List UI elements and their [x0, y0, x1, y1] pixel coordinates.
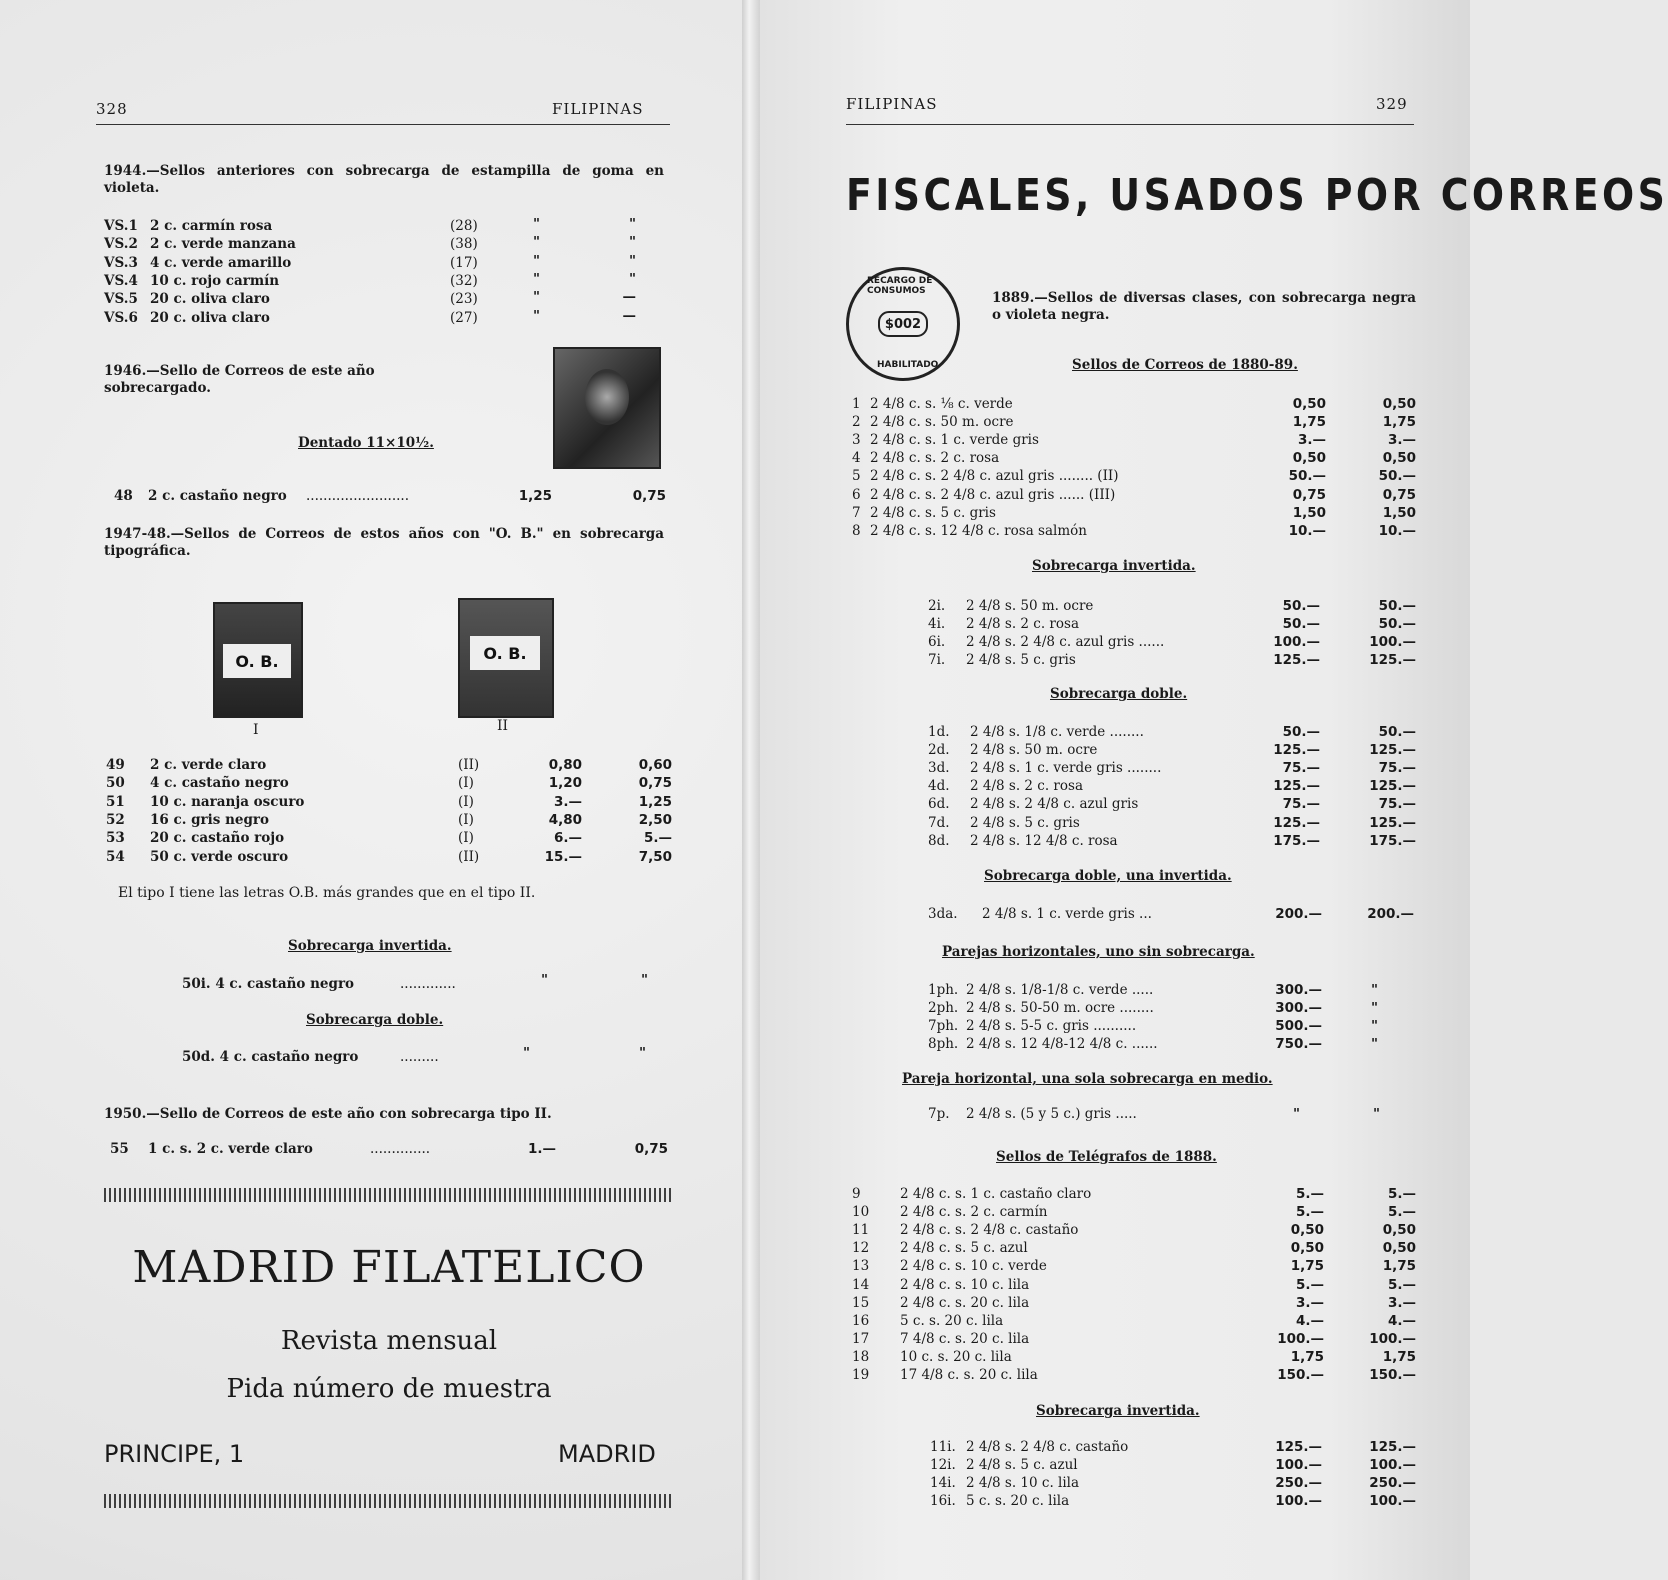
- right-row-number: 12: [852, 1240, 870, 1257]
- right-row-description: 2 4/8 c. s. 5 c. azul: [900, 1240, 1028, 1257]
- right-row-value-new: 100.—: [1275, 1493, 1322, 1510]
- right-row-value-used: 5.—: [1387, 1204, 1416, 1221]
- right-row-value-new: 200.—: [1275, 906, 1322, 922]
- right-row-description: 5 c. s. 20 c. lila: [966, 1493, 1070, 1510]
- right-header-rule: [846, 124, 1414, 125]
- vs-row-number: VS.5: [104, 291, 138, 308]
- vs-row-number: VS.4: [104, 272, 138, 289]
- ob-row-description: 4 c. castaño negro: [150, 775, 289, 792]
- right-row-description: 2 4/8 c. s. 12 4/8 c. rosa salmón: [870, 522, 1087, 539]
- right-row-number: 17: [852, 1330, 870, 1347]
- right-row-value-used: 0,50: [1382, 1222, 1416, 1239]
- ob-row-reference: (I): [458, 811, 474, 828]
- ob-row-value-used: 0,75: [638, 775, 672, 792]
- row-55-number: 55: [110, 1141, 129, 1157]
- vs-row-value-used: —: [622, 307, 636, 324]
- right-row-value-used: ": [1372, 1106, 1380, 1122]
- row-50d-leader: .........: [400, 1049, 439, 1065]
- stamp-portrait: [585, 369, 629, 425]
- section-1889-heading: 1889.—Sellos de diversas clases, con sobrecarga negra o violeta negra.: [992, 290, 1416, 323]
- right-subheading: Sobrecarga doble.: [1050, 686, 1188, 702]
- right-row-number: 14i.: [930, 1475, 956, 1492]
- vs-row-value-used: ": [628, 234, 636, 251]
- ob-row-description: 10 c. naranja oscuro: [150, 793, 305, 810]
- row-48-number: 48: [114, 488, 133, 504]
- ob-row-value-new: 0,80: [548, 757, 582, 773]
- right-row-number: 7: [852, 504, 861, 521]
- right-row-number: 11: [852, 1222, 870, 1239]
- ob-row-value-used: 0,60: [638, 757, 672, 773]
- right-row-value-new: 50.—: [1282, 616, 1320, 633]
- right-row-value-used: 3.—: [1387, 1294, 1416, 1311]
- right-row-value-used: 125.—: [1369, 814, 1416, 831]
- right-row-value-used: 5.—: [1387, 1276, 1416, 1293]
- right-row-description: 2 4/8 s. 12 4/8-12 4/8 c. ......: [966, 1036, 1158, 1053]
- right-row-description: 2 4/8 s. 1 c. verde gris ...: [982, 906, 1152, 922]
- right-row-number: 2d.: [928, 742, 950, 759]
- right-row-value-used: 125.—: [1369, 778, 1416, 795]
- ad-line-1: Revista mensual: [280, 1326, 498, 1356]
- right-row-value-new: 75.—: [1282, 796, 1320, 813]
- right-row-value-new: 125.—: [1273, 742, 1320, 759]
- right-row-value-used: 10.—: [1378, 522, 1416, 539]
- stamp-image-type-II: [458, 598, 554, 718]
- right-row-value-used: 1,75: [1382, 1258, 1416, 1275]
- right-row-value-new: 0,50: [1292, 396, 1326, 412]
- right-row-number: 2i.: [928, 598, 946, 614]
- right-row-number: 2ph.: [928, 1000, 959, 1017]
- ob-row-reference: (I): [458, 775, 474, 792]
- greek-border-bottom: [104, 1494, 674, 1508]
- stamp-ob-overprint-I: O. B.: [223, 644, 291, 678]
- right-row-value-new: 0,50: [1290, 1240, 1324, 1257]
- vs-row-value-new: ": [532, 216, 540, 232]
- vs-row-reference: (32): [450, 272, 478, 289]
- ob-row-number: 51: [106, 793, 125, 810]
- right-row-description: 2 4/8 s. 2 c. rosa: [970, 778, 1083, 795]
- right-row-number: 5: [852, 468, 861, 485]
- vs-row-description: 2 c. carmín rosa: [150, 218, 273, 234]
- ob-row-number: 53: [106, 830, 125, 847]
- right-row-description: 2 4/8 s. (5 y 5 c.) gris .....: [966, 1106, 1137, 1122]
- right-row-number: 12i.: [930, 1457, 956, 1474]
- right-row-description: 2 4/8 c. s. 1 c. castaño claro: [900, 1186, 1092, 1202]
- right-row-description: 2 4/8 s. 50-50 m. ocre ........: [966, 1000, 1154, 1017]
- vs-row-value-new: ": [532, 289, 540, 306]
- right-row-value-used: 50.—: [1378, 598, 1416, 614]
- right-row-value-new: 125.—: [1273, 652, 1320, 669]
- ob-row-value-new: 3.—: [553, 793, 582, 810]
- right-row-description: 2 4/8 s. 1/8 c. verde ........: [970, 724, 1144, 740]
- right-row-description: 2 4/8 s. 1/8-1/8 c. verde .....: [966, 982, 1154, 998]
- section-1944-heading: 1944.—Sellos anteriores con sobrecarga de estampilla de goma en violeta.: [104, 163, 664, 196]
- ob-row-value-new: 6.—: [553, 830, 582, 847]
- row-50d-value-new: ": [522, 1045, 530, 1061]
- right-row-description: 7 4/8 c. s. 20 c. lila: [900, 1330, 1030, 1347]
- right-row-value-used: 100.—: [1369, 1457, 1416, 1474]
- right-row-value-used: 75.—: [1378, 796, 1416, 813]
- section-1946-heading: 1946.—Sello de Correos de este año sobrecargado.: [104, 363, 375, 396]
- right-row-value-new: 50.—: [1288, 468, 1326, 485]
- right-row-number: 15: [852, 1294, 870, 1311]
- right-row-value-used: 75.—: [1378, 760, 1416, 777]
- right-row-value-used: 5.—: [1387, 1186, 1416, 1202]
- ob-row-number: 49: [106, 757, 125, 773]
- right-row-description: 2 4/8 c. s. 10 c. lila: [900, 1276, 1030, 1293]
- right-row-description: 2 4/8 s. 2 4/8 c. castaño: [966, 1439, 1129, 1455]
- right-row-description: 2 4/8 s. 5 c. gris: [966, 652, 1076, 669]
- right-row-value-new: 100.—: [1273, 634, 1320, 651]
- row-48-value-used: 0,75: [632, 488, 666, 504]
- row-50d-description: 50d. 4 c. castaño negro: [182, 1049, 359, 1065]
- seal-top-text: RECARGO DE CONSUMOS: [867, 276, 933, 296]
- row-50i-leader: .............: [400, 976, 456, 992]
- ob-row-value-used: 7,50: [638, 848, 672, 865]
- right-row-value-new: 1,50: [1292, 504, 1326, 521]
- right-subheading: Pareja horizontal, una sola sobrecarga en medio.: [902, 1071, 1273, 1087]
- ad-address: PRINCIPE, 1: [104, 1440, 245, 1468]
- vs-row-description: 20 c. oliva claro: [150, 291, 270, 308]
- right-row-value-used: 125.—: [1369, 1439, 1416, 1455]
- right-row-number: 16: [852, 1312, 870, 1329]
- row-50i-value-new: ": [540, 972, 548, 988]
- right-row-value-used: 200.—: [1367, 906, 1414, 922]
- right-row-description: 2 4/8 s. 5 c. azul: [966, 1457, 1078, 1474]
- ob-row-description: 20 c. castaño rojo: [150, 830, 285, 847]
- right-row-number: 1: [852, 396, 861, 412]
- right-row-value-new: 0,50: [1292, 450, 1326, 467]
- right-row-value-used: ": [1370, 1018, 1378, 1035]
- right-row-number: 6: [852, 486, 861, 503]
- section-1950-heading: 1950.—Sello de Correos de este año con sobrecarga tipo II.: [104, 1106, 552, 1122]
- row-48-leader: ........................: [306, 488, 409, 504]
- right-row-value-new: 750.—: [1275, 1036, 1322, 1053]
- right-row-number: 6d.: [928, 796, 950, 813]
- right-row-value-used: 100.—: [1369, 1493, 1416, 1510]
- right-row-value-new: 1,75: [1292, 414, 1326, 431]
- type-II-label: II: [497, 718, 509, 734]
- right-row-number: 7p.: [928, 1106, 950, 1122]
- right-row-number: 6i.: [928, 634, 946, 651]
- ob-row-reference: (I): [458, 830, 474, 847]
- right-row-value-new: 50.—: [1282, 724, 1320, 740]
- ob-row-description: 50 c. verde oscuro: [150, 848, 289, 865]
- inverted-subheading: Sobrecarga invertida.: [288, 938, 452, 954]
- greek-border-top: [104, 1188, 674, 1202]
- right-subheading: Sellos de Correos de 1880-89.: [1072, 357, 1298, 373]
- right-row-value-new: 5.—: [1295, 1204, 1324, 1221]
- row-55-leader: ..............: [370, 1141, 431, 1157]
- type-I-label: I: [253, 722, 259, 738]
- right-row-description: 2 4/8 c. s. 2 c. rosa: [870, 450, 1000, 467]
- right-row-number: 4d.: [928, 778, 950, 795]
- right-row-value-used: 0,75: [1382, 486, 1416, 503]
- row-50i-description: 50i. 4 c. castaño negro: [182, 976, 355, 992]
- vs-row-value-used: ": [628, 252, 636, 269]
- right-row-number: 2: [852, 414, 861, 431]
- left-page: [0, 0, 742, 1580]
- right-row-description: 5 c. s. 20 c. lila: [900, 1312, 1004, 1329]
- right-row-value-new: 3.—: [1297, 432, 1326, 449]
- right-row-description: 2 4/8 c. s. 2 c. carmín: [900, 1204, 1048, 1221]
- right-row-value-used: ": [1370, 1036, 1378, 1053]
- row-48-value-new: 1,25: [518, 488, 552, 504]
- vs-row-description: 20 c. oliva claro: [150, 309, 270, 326]
- vs-row-description: 2 c. verde manzana: [150, 236, 296, 253]
- right-row-value-new: 5.—: [1295, 1186, 1324, 1202]
- right-row-number: 10: [852, 1204, 870, 1221]
- right-row-number: 1d.: [928, 724, 950, 740]
- right-row-number: 7i.: [928, 652, 946, 669]
- right-row-number: 8d.: [928, 832, 950, 849]
- right-row-description: 2 4/8 c. s. 5 c. gris: [870, 504, 996, 521]
- right-row-description: 2 4/8 s. 2 4/8 c. azul gris ......: [966, 634, 1165, 651]
- ob-row-reference: (II): [458, 757, 480, 773]
- right-row-value-new: 0,50: [1290, 1222, 1324, 1239]
- right-row-description: 2 4/8 c. s. ⅛ c. verde: [870, 396, 1013, 412]
- right-row-value-used: ": [1370, 982, 1378, 998]
- type-note: El tipo I tiene las letras O.B. más grandes que en el tipo II.: [118, 885, 536, 901]
- vs-row-value-new: ": [532, 234, 540, 251]
- right-row-description: 2 4/8 c. s. 10 c. verde: [900, 1258, 1047, 1275]
- right-row-value-new: 3.—: [1295, 1294, 1324, 1311]
- ob-row-reference: (II): [458, 848, 480, 865]
- ob-row-value-new: 1,20: [548, 775, 582, 792]
- right-row-description: 2 4/8 s. 5 c. gris: [970, 814, 1080, 831]
- ad-line-2: Pida número de muestra: [226, 1374, 552, 1404]
- ob-row-description: 16 c. gris negro: [150, 811, 270, 828]
- right-row-number: 13: [852, 1258, 870, 1275]
- fiscal-title: FISCALES, USADOS POR CORREOS: [846, 170, 1668, 221]
- right-row-value-new: 1,75: [1290, 1348, 1324, 1365]
- ob-row-value-new: 4,80: [548, 811, 582, 828]
- right-row-description: 2 4/8 s. 10 c. lila: [966, 1475, 1080, 1492]
- book-gutter: [742, 0, 760, 1580]
- vs-row-value-used: ": [628, 270, 636, 287]
- right-subheading: Sellos de Telégrafos de 1888.: [996, 1149, 1217, 1165]
- right-row-description: 2 4/8 s. 2 4/8 c. azul gris: [970, 796, 1139, 813]
- right-row-value-new: 100.—: [1275, 1457, 1322, 1474]
- right-row-description: 2 4/8 c. s. 2 4/8 c. azul gris ........ (II): [870, 468, 1119, 485]
- vs-row-number: VS.1: [104, 218, 138, 234]
- vs-row-number: VS.2: [104, 236, 138, 253]
- left-running-head: FILIPINAS: [552, 100, 644, 118]
- right-page-number: 329: [1376, 95, 1408, 113]
- right-row-value-used: 125.—: [1369, 742, 1416, 759]
- right-row-description: 17 4/8 c. s. 20 c. lila: [900, 1367, 1038, 1383]
- right-row-number: 18: [852, 1348, 870, 1365]
- vs-row-reference: (17): [450, 254, 478, 271]
- right-running-head: FILIPINAS: [846, 95, 938, 113]
- right-row-value-new: 250.—: [1275, 1475, 1322, 1492]
- right-row-value-used: 0,50: [1382, 1240, 1416, 1257]
- ob-row-number: 52: [106, 811, 125, 828]
- right-row-value-new: 10.—: [1288, 522, 1326, 539]
- right-row-description: 2 4/8 c. s. 2 4/8 c. castaño: [900, 1222, 1079, 1239]
- right-row-value-new: 125.—: [1273, 778, 1320, 795]
- right-row-number: 7d.: [928, 814, 950, 831]
- right-row-value-used: 175.—: [1369, 832, 1416, 849]
- vs-row-reference: (38): [450, 236, 478, 253]
- vs-row-description: 4 c. verde amarillo: [150, 254, 292, 271]
- vs-row-value-new: ": [532, 252, 540, 269]
- right-row-number: 19: [852, 1367, 870, 1383]
- right-row-value-used: 50.—: [1378, 468, 1416, 485]
- right-row-number: 4: [852, 450, 861, 467]
- right-row-value-used: 50.—: [1378, 616, 1416, 633]
- right-row-number: 3d.: [928, 760, 950, 777]
- right-row-value-used: 100.—: [1369, 634, 1416, 651]
- right-row-value-used: 0,50: [1382, 396, 1416, 412]
- seal-value: $002: [878, 311, 928, 337]
- right-row-value-used: 4.—: [1387, 1312, 1416, 1329]
- right-row-value-used: 1,75: [1382, 414, 1416, 431]
- right-row-value-used: 150.—: [1369, 1367, 1416, 1383]
- right-row-number: 9: [852, 1186, 861, 1202]
- row-55-value-used: 0,75: [634, 1141, 668, 1157]
- right-subheading: Sobrecarga invertida.: [1032, 558, 1196, 574]
- right-row-value-used: 1,50: [1382, 504, 1416, 521]
- right-row-value-new: 0,75: [1292, 486, 1326, 503]
- right-row-description: 2 4/8 c. s. 1 c. verde gris: [870, 432, 1039, 449]
- ob-row-value-used: 1,25: [638, 793, 672, 810]
- right-row-value-used: 1,75: [1382, 1348, 1416, 1365]
- vs-row-description: 10 c. rojo carmín: [150, 272, 280, 289]
- vs-row-reference: (28): [450, 218, 478, 234]
- section-1947-heading: 1947-48.—Sellos de Correos de estos años con "O. B." en sobrecarga tipográfica.: [104, 526, 664, 559]
- right-row-value-new: 5.—: [1295, 1276, 1324, 1293]
- right-row-value-new: 125.—: [1275, 1439, 1322, 1455]
- right-row-number: 4i.: [928, 616, 946, 633]
- right-row-value-new: 75.—: [1282, 760, 1320, 777]
- ad-city: MADRID: [558, 1440, 656, 1468]
- row-50i-value-used: ": [640, 972, 648, 988]
- right-row-value-new: 300.—: [1275, 982, 1322, 998]
- ob-row-number: 54: [106, 848, 125, 865]
- right-row-number: 7ph.: [928, 1018, 959, 1035]
- right-subheading: Sobrecarga doble, una invertida.: [984, 868, 1232, 884]
- right-row-description: 2 4/8 s. 5-5 c. gris ..........: [966, 1018, 1137, 1035]
- right-row-value-new: 50.—: [1282, 598, 1320, 614]
- ob-row-number: 50: [106, 775, 125, 792]
- right-row-description: 2 4/8 s. 2 c. rosa: [966, 616, 1079, 633]
- right-row-value-used: 0,50: [1382, 450, 1416, 467]
- vs-row-value-new: ": [532, 270, 540, 287]
- right-row-description: 2 4/8 c. s. 50 m. ocre: [870, 414, 1014, 431]
- ob-row-value-used: 5.—: [643, 830, 672, 847]
- right-subheading: Parejas horizontales, uno sin sobrecarga.: [942, 944, 1255, 960]
- right-row-value-used: ": [1370, 1000, 1378, 1017]
- ob-row-value-used: 2,50: [638, 811, 672, 828]
- right-subheading: Sobrecarga invertida.: [1036, 1403, 1200, 1419]
- right-page: [760, 0, 1668, 1580]
- row-50d-value-used: ": [638, 1045, 646, 1061]
- right-row-number: 8ph.: [928, 1036, 959, 1053]
- right-row-number: 14: [852, 1276, 870, 1293]
- left-page-number: 328: [96, 100, 128, 118]
- right-row-value-new: 1,75: [1290, 1258, 1324, 1275]
- right-row-description: 2 4/8 s. 12 4/8 c. rosa: [970, 832, 1118, 849]
- ob-row-value-new: 15.—: [544, 848, 582, 865]
- right-row-description: 2 4/8 c. s. 2 4/8 c. azul gris ...... (III): [870, 486, 1116, 503]
- right-row-description: 2 4/8 c. s. 20 c. lila: [900, 1294, 1030, 1311]
- double-subheading: Sobrecarga doble.: [306, 1012, 444, 1028]
- right-row-number: 16i.: [930, 1493, 956, 1510]
- right-row-value-new: 300.—: [1275, 1000, 1322, 1017]
- row-48-description: 2 c. castaño negro: [148, 488, 287, 504]
- right-row-value-new: 4.—: [1295, 1312, 1324, 1329]
- right-row-value-new: 150.—: [1277, 1367, 1324, 1383]
- fiscal-seal-image: [846, 267, 960, 381]
- right-row-description: 2 4/8 s. 50 m. ocre: [970, 742, 1098, 759]
- stamp-image-1946: [553, 347, 661, 469]
- right-row-value-new: 175.—: [1273, 832, 1320, 849]
- right-row-number: 1ph.: [928, 982, 959, 998]
- vs-row-value-used: —: [622, 289, 636, 306]
- right-row-description: 2 4/8 s. 50 m. ocre: [966, 598, 1094, 614]
- section-1946-subheading: Dentado 11×10½.: [298, 435, 434, 451]
- right-row-value-new: 125.—: [1273, 814, 1320, 831]
- vs-row-reference: (27): [450, 309, 478, 326]
- stamp-image-type-I: [213, 602, 303, 718]
- vs-row-number: VS.3: [104, 254, 138, 271]
- ob-row-reference: (I): [458, 793, 474, 810]
- row-55-value-new: 1.—: [527, 1141, 556, 1157]
- ad-title: MADRID FILATELICO: [132, 1242, 646, 1293]
- right-row-value-new: 500.—: [1275, 1018, 1322, 1035]
- right-row-value-new: 100.—: [1277, 1330, 1324, 1347]
- right-row-value-used: 125.—: [1369, 652, 1416, 669]
- right-row-number: 3: [852, 432, 861, 449]
- right-row-number: 11i.: [930, 1439, 956, 1455]
- right-row-value-used: 50.—: [1378, 724, 1416, 740]
- right-row-value-used: 250.—: [1369, 1475, 1416, 1492]
- vs-row-value-new: ": [532, 307, 540, 324]
- ob-row-description: 2 c. verde claro: [150, 757, 267, 773]
- right-row-description: 2 4/8 s. 1 c. verde gris ........: [970, 760, 1162, 777]
- vs-row-reference: (23): [450, 291, 478, 308]
- left-header-rule: [96, 124, 670, 125]
- right-row-description: 10 c. s. 20 c. lila: [900, 1348, 1012, 1365]
- right-row-value-new: ": [1292, 1106, 1300, 1122]
- seal-bottom-text: HABILITADO: [877, 360, 939, 370]
- right-row-value-used: 100.—: [1369, 1330, 1416, 1347]
- right-row-value-used: 3.—: [1387, 432, 1416, 449]
- right-row-number: 8: [852, 522, 861, 539]
- vs-row-value-used: ": [628, 216, 636, 232]
- right-row-number: 3da.: [928, 906, 958, 922]
- stamp-ob-overprint-II: O. B.: [470, 636, 540, 670]
- vs-row-number: VS.6: [104, 309, 138, 326]
- row-55-description: 1 c. s. 2 c. verde claro: [148, 1141, 313, 1157]
